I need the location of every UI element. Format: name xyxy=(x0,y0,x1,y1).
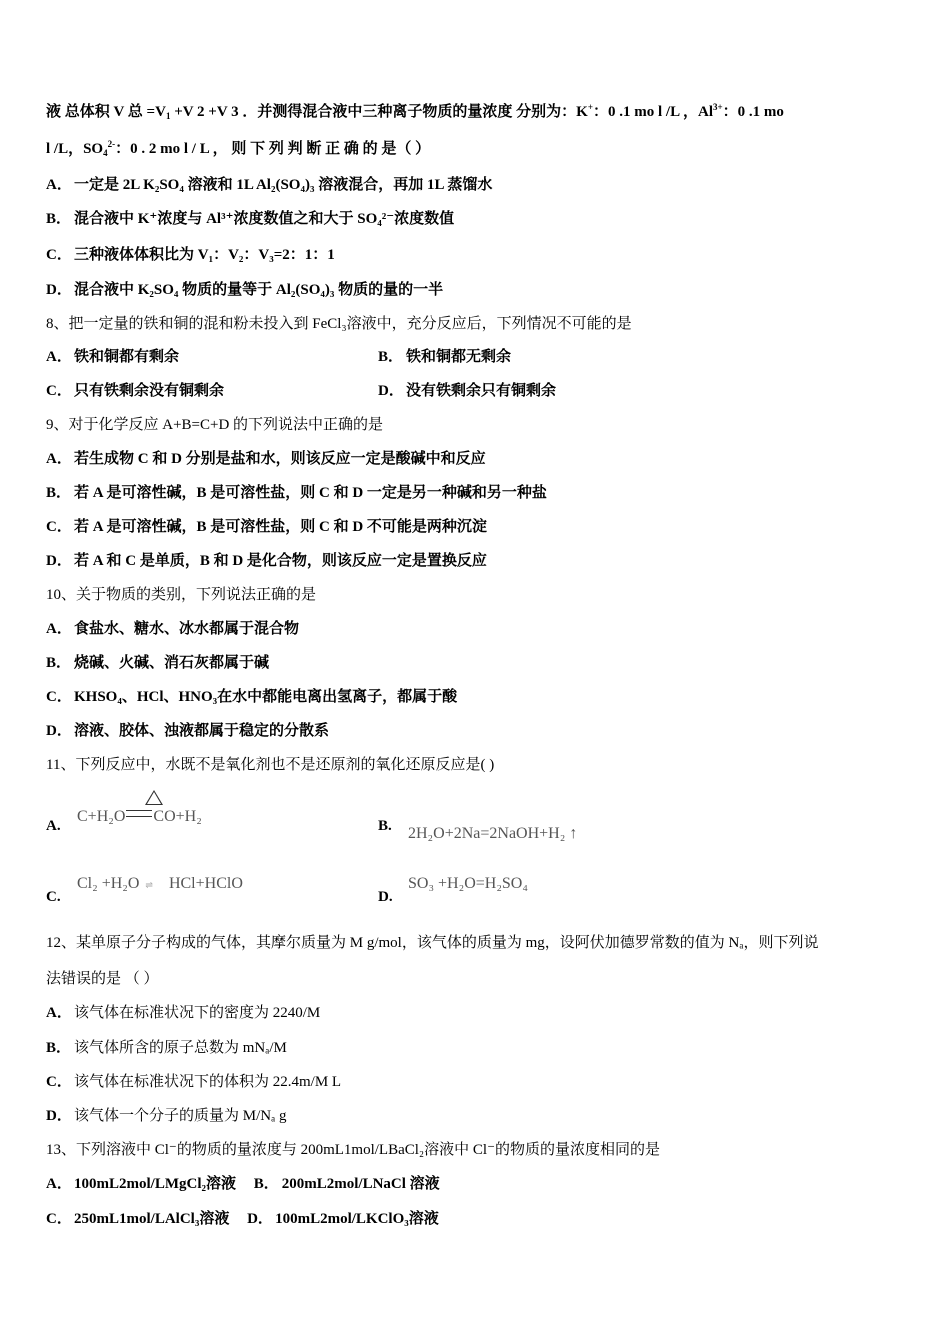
option-label: D． xyxy=(46,282,72,298)
q13-options-row2 xyxy=(46,1209,439,1229)
option-text: 烧碱、火碱、消石灰都属于碱 xyxy=(74,655,270,671)
option-label: C． xyxy=(46,247,72,263)
option-label: D． xyxy=(46,723,72,739)
q7-option-c[interactable] xyxy=(46,245,335,265)
equation-products: HCl+HClO xyxy=(168,875,243,892)
q7-stem-part: ：0 .1 mo xyxy=(722,104,784,120)
subscript: 1 xyxy=(165,111,171,121)
q7-stem-line2 xyxy=(46,139,430,159)
option-label: B． xyxy=(46,485,72,501)
q11-option-b-label[interactable]: B. xyxy=(378,818,392,834)
option-text: 100mL2mol/LKClO₃溶液 xyxy=(275,1211,439,1227)
option-label: B． xyxy=(378,349,404,365)
q12-stem-line2: 法错误的是 （ ） xyxy=(46,971,159,987)
q13-stem: 13、下列溶液中 Cl⁻的物质的量浓度与 200mL1mol/LBaCl₂溶液中 Cl⁻的物质的量浓度相同的是 xyxy=(46,1142,660,1158)
q9-option-d[interactable] xyxy=(46,551,487,571)
option-label: A． xyxy=(46,621,72,637)
q7-stem-part: ：0 .1 mo l /L ，Al xyxy=(592,104,713,120)
q11-option-a-equation xyxy=(77,808,202,826)
option-label: C． xyxy=(46,383,72,399)
option-label: A． xyxy=(46,177,72,193)
q11-option-d-equation: SO₃ +H₂O=H₂SO₄ xyxy=(408,875,528,892)
option-text: 250mL1mol/LAlCl₃溶液 xyxy=(74,1211,230,1227)
equation-reactants: Cl₂ +H₂O xyxy=(77,875,140,892)
equation-products: CO+H₂ xyxy=(153,808,202,825)
option-text: 若生成物 C 和 D 分别是盐和水，则该反应一定是酸碱中和反应 xyxy=(74,451,486,467)
q7-stem-line1 xyxy=(46,102,784,122)
q7-option-a[interactable] xyxy=(46,175,492,195)
q9-stem: 9、对于化学反应 A+B=C+D 的下列说法中正确的是 xyxy=(46,417,384,433)
q10-option-b[interactable] xyxy=(46,653,269,673)
option-label: B． xyxy=(46,655,72,671)
q9-option-a[interactable] xyxy=(46,449,486,469)
heating-triangle-icon xyxy=(145,790,163,805)
q11-option-b-equation: 2H₂O+2Na=2NaOH+H₂ ↑ xyxy=(408,825,578,842)
option-text: 若 A 是可溶性碱，B 是可溶性盐，则 C 和 D 不可能是两种沉淀 xyxy=(74,519,487,535)
option-label: D． xyxy=(247,1211,273,1227)
option-label: C． xyxy=(46,1074,72,1090)
q12-option-d[interactable] xyxy=(46,1106,286,1126)
q7-stem-part: +V 2 +V 3 ．并测得混合液中三种离子物质的量浓度 分别为：K xyxy=(170,104,588,120)
q10-option-c[interactable] xyxy=(46,687,457,707)
subscript: 4 xyxy=(103,148,108,158)
option-label: A． xyxy=(46,1005,72,1021)
q11-option-a-label[interactable]: A. xyxy=(46,818,61,834)
q13-option-b[interactable] xyxy=(254,1176,440,1192)
q8-option-b[interactable] xyxy=(378,347,511,367)
q11-option-c-label[interactable]: C. xyxy=(46,889,61,905)
option-label: A． xyxy=(46,1176,72,1192)
q12-option-a[interactable] xyxy=(46,1003,320,1023)
option-text: 若 A 和 C 是单质，B 和 D 是化合物，则该反应一定是置换反应 xyxy=(74,553,487,569)
q7-stem-part: ：0 . 2 mo l / L ， 则 下 列 判 断 正 确 的 是（ ） xyxy=(115,141,431,157)
option-text: 铁和铜都无剩余 xyxy=(406,349,512,365)
option-text: 只有铁剩余没有铜剩余 xyxy=(74,383,225,399)
option-text: 该气体一个分子的质量为 M/Nₐ g xyxy=(74,1108,287,1124)
q7-stem-part: 液 总体积 V 总 =V xyxy=(46,104,166,120)
superscript: 3+ xyxy=(713,102,723,112)
option-label: A． xyxy=(46,349,72,365)
q7-option-d[interactable] xyxy=(46,280,443,300)
q7-option-b[interactable] xyxy=(46,209,454,229)
q12-stem-line1: 12、某单原子分子构成的气体，其摩尔质量为 M g/mol，该气体的质量为 mg，设阿伏加德罗常数的值为 Nₐ，则下列说 xyxy=(46,935,819,951)
option-text: 铁和铜都有剩余 xyxy=(74,349,180,365)
option-label: C． xyxy=(46,519,72,535)
q8-stem: 8、把一定量的铁和铜的混和粉未投入到 FeCl₃溶液中，充分反应后，下列情况不可能的是 xyxy=(46,316,632,332)
option-label: D． xyxy=(378,383,404,399)
q9-option-c[interactable] xyxy=(46,517,487,537)
option-label: D． xyxy=(46,1108,72,1124)
option-label: C． xyxy=(46,1211,72,1227)
q13-option-c[interactable] xyxy=(46,1211,229,1227)
q13-options-row1 xyxy=(46,1174,440,1194)
reversible-arrow-icon: ⇌ xyxy=(145,880,153,890)
q8-option-d[interactable] xyxy=(378,381,556,401)
q10-option-d[interactable] xyxy=(46,721,329,741)
option-text: 没有铁剩余只有铜剩余 xyxy=(406,383,557,399)
option-label: C． xyxy=(46,689,72,705)
option-text: 一定是 2L K₂SO₄ 溶液和 1L Al₂(SO₄)₃ 溶液混合，再加 1L 蒸馏水 xyxy=(74,177,493,193)
q13-option-a[interactable] xyxy=(46,1176,236,1192)
q10-stem: 10、关于物质的类别，下列说法正确的是 xyxy=(46,587,317,603)
option-text: 混合液中 K⁺浓度与 Al³⁺浓度数值之和大于 SO₄²⁻浓度数值 xyxy=(74,211,455,227)
q9-option-b[interactable] xyxy=(46,483,547,503)
q8-option-c[interactable] xyxy=(46,381,224,401)
q8-option-a[interactable] xyxy=(46,347,179,367)
option-label: B． xyxy=(253,1176,279,1192)
option-text: 溶液、胶体、浊液都属于稳定的分散系 xyxy=(74,723,330,739)
q11-option-d-label[interactable]: D. xyxy=(378,889,393,905)
q10-option-a[interactable] xyxy=(46,619,299,639)
option-text: 200mL2mol/LNaCl 溶液 xyxy=(281,1176,440,1192)
q11-stem: 11、下列反应中，水既不是氧化剂也不是还原剂的氧化还原反应是( ) xyxy=(46,757,495,773)
q13-option-d[interactable] xyxy=(247,1211,439,1227)
option-label: A． xyxy=(46,451,72,467)
equation-reactants: C+H₂O xyxy=(77,808,126,825)
option-text: 该气体在标准状况下的密度为 2240/M xyxy=(74,1005,321,1021)
option-label: D． xyxy=(46,553,72,569)
superscript: 2- xyxy=(107,139,116,149)
option-label: B． xyxy=(46,1040,72,1056)
option-text: 该气体在标准状况下的体积为 22.4m/M L xyxy=(74,1074,342,1090)
q12-option-b[interactable] xyxy=(46,1038,287,1058)
double-equals-sign xyxy=(126,810,152,817)
option-label: B． xyxy=(46,211,72,227)
option-text: 若 A 是可溶性碱，B 是可溶性盐，则 C 和 D 一定是另一种碱和另一种盐 xyxy=(74,485,547,501)
q7-stem-part: l /L，SO xyxy=(46,141,104,157)
option-text: 食盐水、糖水、冰水都属于混合物 xyxy=(74,621,300,637)
superscript: + xyxy=(587,102,593,112)
option-text: 该气体所含的原子总数为 mNₐ/M xyxy=(74,1040,287,1056)
option-text: 三种液体体积比为 V₁：V₂：V₃=2：1：1 xyxy=(74,247,335,263)
q11-option-c-equation xyxy=(77,875,243,893)
option-text: KHSO₄、HCl、HNO₃在水中都能电离出氢离子，都属于酸 xyxy=(74,689,458,705)
option-text: 混合液中 K₂SO₄ 物质的量等于 Al₂(SO₄)₃ 物质的量的一半 xyxy=(74,282,444,298)
option-text: 100mL2mol/LMgCl₂溶液 xyxy=(74,1176,236,1192)
q12-option-c[interactable] xyxy=(46,1072,341,1092)
